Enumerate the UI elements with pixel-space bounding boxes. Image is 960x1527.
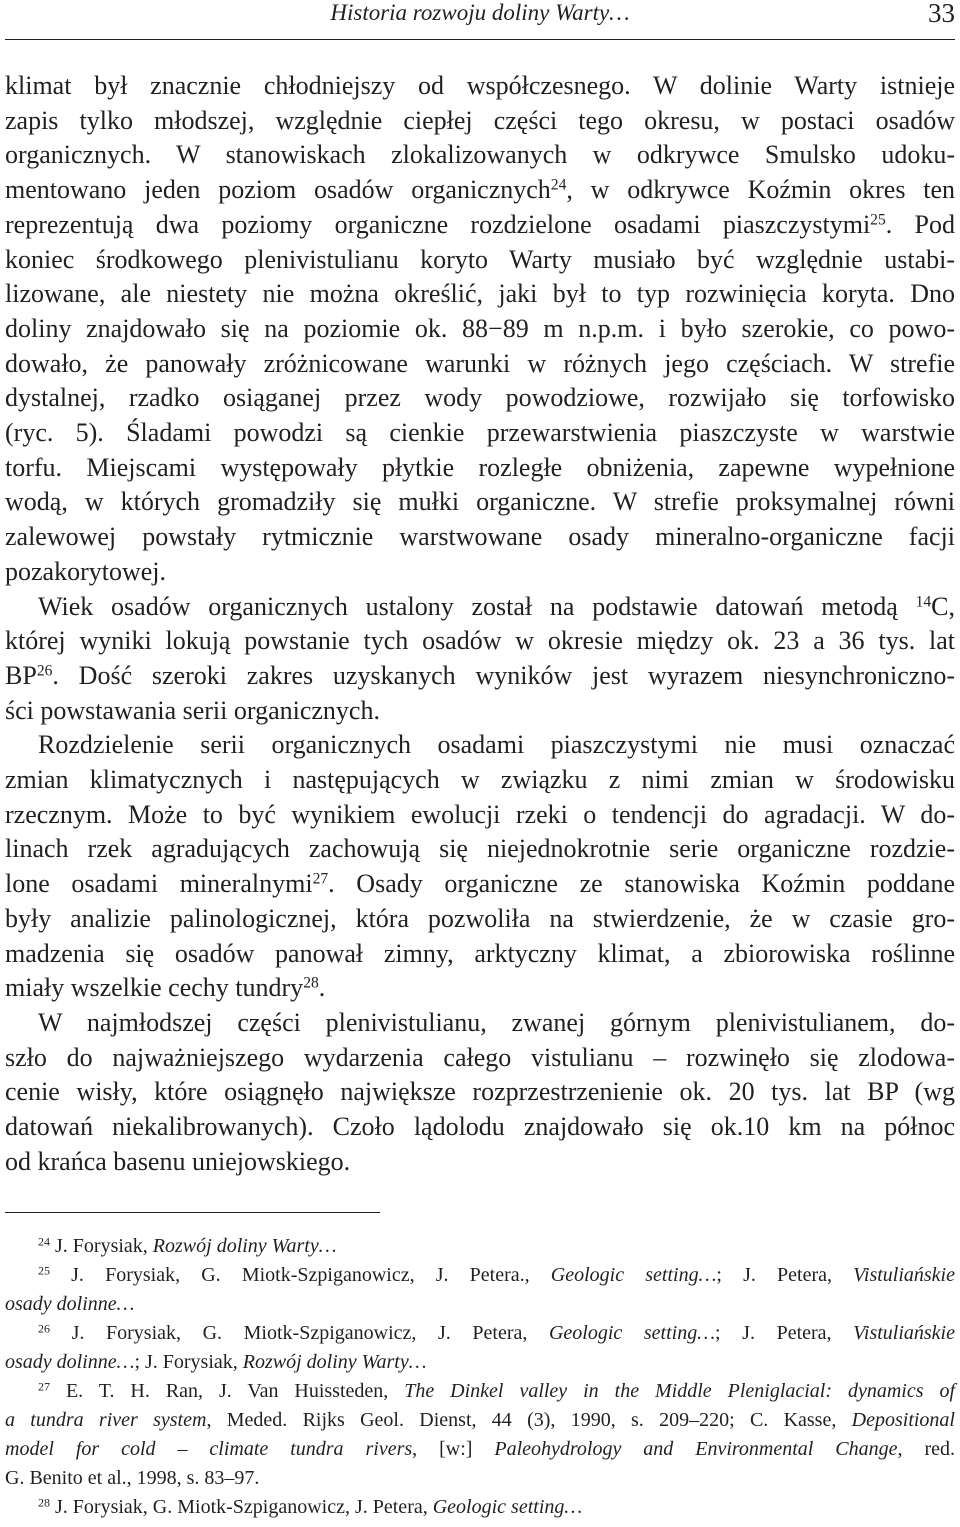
body-text-line [5,971,955,1006]
text-run: koniec środkowego plenivistulianu koryto Warty musiało być względnie ustabi- [5,244,955,274]
text-run: pozakorytowej. [5,556,167,586]
body-text-line [5,694,955,729]
body-text-line [5,902,955,937]
footnote-number: 27 [38,1379,50,1394]
text-run: cenie wisły, które osiągnęło największe rozprzestrzenienie ok. 20 tys. lat BP (wg [5,1077,955,1107]
text-run: reprezentują dwa poziomy organiczne rozdzielone osadami piaszczystymi [5,209,871,239]
body-text-line [5,416,955,451]
text-run: której wyniki lokują powstanie tych osadów w okresie między ok. 23 a 36 tys. lat [5,626,955,656]
body-text-line [5,1075,955,1110]
footnote-number: 25 [38,1263,50,1278]
text-run: Wiek osadów organicznych ustalony został na podstawie datowań metodą [38,591,916,621]
body-text-line [5,1145,955,1180]
footnote-number: 28 [38,1495,50,1510]
italic-text: Geologic setting… [548,1322,716,1344]
body-text-line [5,173,955,208]
text-run: , w odkrywce Koźmin okres ten [566,175,956,205]
body-text-line [5,104,955,139]
footnote-number: 26 [38,1321,50,1336]
body-text [5,69,955,1180]
text-run: E. T. H. Ran, J. Van Huissteden, [50,1380,405,1402]
text-run: ści powstawania serii organicznych. [5,695,380,725]
text-run: . Pod [885,209,955,239]
text-run: madzenia się osadów panował zimny, arktyczny klimat, a zbiorowiska roślinne [5,938,955,968]
text-run: linach rzek agradujących zachowują się niejednokrotnie serie organiczne rozdzie- [5,834,955,864]
text-run: wodą, w których gromadziły się mułki organiczne. W strefie proksymalnej równi [5,487,955,517]
text-run: klimat był znacznie chłodniejszy od współczesnego. W dolinie Warty istnieje [5,71,955,100]
footnotes [5,1232,955,1522]
text-run: . Dość szeroki zakres uzyskanych wyników jest wyrazem niesynchroniczno- [52,660,955,690]
text-run: ; J. Petera, [715,1322,854,1344]
text-run: lone osadami mineralnymi [5,869,313,899]
footnote-reference: 14 [915,592,932,610]
italic-text: The Dinkel valley in the Middle Pleniglacial: dynamics of [404,1380,956,1402]
body-text-line [5,624,955,659]
footnote-reference: 24 [550,176,567,194]
text-run: ; J. Petera, [716,1264,854,1286]
italic-text: Depositional [851,1409,955,1431]
header-rule [5,39,955,40]
text-run: lizowane, ale niestety nie można określić, jaki był to typ rozwinięcia koryta. Dno [5,279,955,309]
footnote-line [5,1232,955,1261]
body-text-line [5,937,955,972]
text-run: J. Forysiak, G. Miotk-Szpiganowicz, J. Petera, [50,1496,433,1518]
text-run: , red. [897,1438,955,1460]
body-text-line [5,1041,955,1076]
italic-text: Vistuliańskie [853,1322,955,1344]
text-run: W najmłodszej części plenivistulianu, zwanej górnym plenivistulianem, do- [38,1007,955,1037]
footnote-line [5,1464,955,1493]
text-run: BP [5,660,37,690]
italic-text: Rozwój doliny Warty… [152,1235,337,1257]
text-run: zmian klimatycznych i następujących w związku z nimi zmian w środowisku [5,765,955,795]
footnote [5,1319,955,1377]
text-run: zalewowej powstały rytmicznie warstwowane osady mineralno-organiczne facji [5,522,955,552]
body-text-line [5,277,955,312]
text-run: J. Forysiak, G. Miotk-Szpiganowicz, J. Petera, [50,1322,549,1344]
text-run: organicznych. W stanowiskach zlokalizowanych w odkrywce Smulsko udoku- [5,140,955,170]
text-run: C, [931,591,955,621]
text-run: miały wszelkie cechy tundry [5,973,304,1003]
footnote-reference: 25 [870,211,886,229]
running-title: Historia rozwoju doliny Warty… [330,0,630,25]
footnote [5,1493,955,1522]
footnote [5,1261,955,1319]
footnote-reference: 28 [303,974,319,992]
body-text-line [5,312,955,347]
footnote-separator [5,1212,380,1213]
body-text-line [5,590,955,625]
text-run: . [318,973,326,1003]
text-run: . Osady organiczne ze stanowiska Koźmin poddane [328,869,955,899]
text-run: J. Forysiak, [50,1235,153,1257]
footnote-reference: 26 [36,662,53,680]
footnote-line [5,1406,955,1435]
body-paragraph [5,728,955,1006]
footnote-line [5,1493,955,1522]
italic-text: Paleohydrology and Environmental Change [494,1438,898,1460]
body-paragraph [5,590,955,729]
text-run: ; J. Forysiak, [134,1351,243,1373]
italic-text: Rozwój doliny Warty… [242,1351,427,1373]
body-paragraph [5,69,955,590]
body-text-line [5,243,955,278]
text-run: dystalnej, rzadko osiąganej przez wody powodziowe, rozwijało się torfowisko [5,383,955,413]
body-text-line [5,520,955,555]
body-text-line [5,659,955,694]
text-run: były analizie palinologicznej, która pozwoliła na stwierdzenie, że w czasie gro- [5,903,955,933]
body-text-line [5,1110,955,1145]
body-text-line [5,798,955,833]
italic-text: Vistuliańskie [853,1264,955,1286]
body-text-line [5,728,955,763]
text-run: (ryc. 5). Śladami powodzi są cienkie przewarstwienia piaszczyste w warstwie [5,418,955,448]
body-text-line [5,208,955,243]
body-text-line [5,451,955,486]
footnote-number: 24 [38,1234,50,1249]
text-run: szło do najważniejszego wydarzenia całego vistulianu – rozwinęło się zlodowa- [5,1042,955,1072]
footnote-reference: 27 [312,870,329,888]
body-text-line [5,485,955,520]
text-run: datowań niekalibrowanych). Czoło lądolodu znajdowało się ok.10 km na północ [5,1112,955,1142]
body-text-line [5,1006,955,1041]
footnote-line [5,1435,955,1464]
body-text-line [5,555,955,590]
text-run: dowało, że panowały zróżnicowane warunki w różnych jego częściach. W strefie [5,348,955,378]
text-run: doliny znajdowało się na poziomie ok. 88−89 m n.p.m. i było szerokie, co powo- [5,313,955,343]
text-run: od krańca basenu uniejowskiego. [5,1146,351,1176]
italic-text: Geologic setting… [550,1264,717,1286]
body-text-line [5,69,955,104]
body-text-line [5,381,955,416]
italic-text: Geologic setting… [432,1496,583,1518]
body-text-line [5,867,955,902]
text-run: torfu. Miejscami występowały płytkie rozległe obniżenia, zapewne wypełnione [5,452,955,482]
text-run: G. Benito et al., 1998, s. 83–97. [5,1467,260,1489]
footnote-line [5,1319,955,1348]
text-run: rzecznym. Może to być wynikiem ewolucji rzeki o tendencji do agradacji. W do- [5,799,955,829]
footnote-line [5,1261,955,1290]
text-run: , [w:] [412,1438,495,1460]
footnote [5,1377,955,1493]
italic-text: osady dolinne… [5,1351,135,1373]
text-run: Rozdzielenie serii organicznych osadami piaszczystymi nie musi oznaczać [38,730,955,760]
text-run: , Meded. Rijks Geol. Dienst, 44 (3), 1990, s. 209–220; C. Kasse, [206,1409,852,1431]
italic-text: a tundra river system [5,1409,207,1431]
body-text-line [5,763,955,798]
italic-text: osady dolinne… [5,1293,135,1315]
footnote-line [5,1348,955,1377]
body-text-line [5,347,955,382]
footnote [5,1232,955,1261]
body-text-line [5,138,955,173]
page-number: 33 [928,0,955,28]
footnote-line [5,1290,955,1319]
italic-text: model for cold – climate tundra rivers [5,1438,413,1460]
body-text-line [5,832,955,867]
text-run: J. Forysiak, G. Miotk-Szpiganowicz, J. Petera., [50,1264,551,1286]
text-run: zapis tylko młodszej, względnie ciepłej części tego okresu, w postaci osadów [5,105,955,135]
footnote-line [5,1377,955,1406]
body-paragraph [5,1006,955,1180]
text-run: mentowano jeden poziom osadów organicznych [5,175,551,205]
